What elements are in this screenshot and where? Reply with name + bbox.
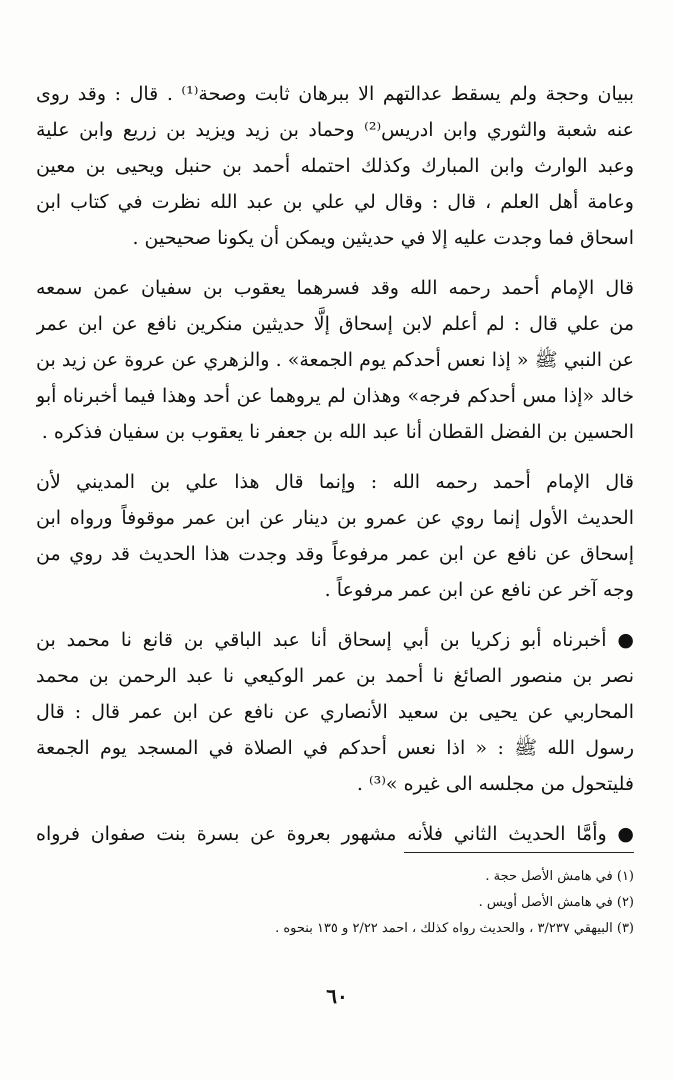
text-line: عن النبي ﷺ « إذا نعس أحدكم يوم الجمعة» . والزهري عن عروة عن زيد بن xyxy=(36,349,634,371)
text-line: عنه شعبة والثوري وابن ادريس⁽²⁾ وحماد بن زيد ويزيد بن زريع وابن علية xyxy=(36,119,634,141)
text-line: نصر بن منصور الصائغ نا أحمد بن عمر الوكيعي نا عبد الرحمن بن محمد xyxy=(36,665,634,687)
footnote-3: (٣) البيهقي ٣/٢٣٧ ، والحديث رواه كذلك ، احمد ٢/٢٢ و ١٣٥ بنحوه . xyxy=(275,921,634,936)
text-line: قال الإمام أحمد رحمه الله : وإنما قال هذا علي بن المديني لأن xyxy=(36,471,634,493)
footnotes xyxy=(180,864,634,942)
text-line: وعامة أهل العلم ، قال : وقال لي علي بن عبد الله نظرت في كتاب ابن xyxy=(36,191,634,213)
text-line: اسحاق فما وجدت عليه إلا في حديثين ويمكن أن يكونا صحيحين . xyxy=(132,227,634,249)
paragraph-4 xyxy=(36,622,634,802)
text-line: ● وأمَّا الحديث الثاني فلأنه مشهور بعروة عن بسرة بنت صفوان فرواه xyxy=(36,823,634,845)
paragraph-3 xyxy=(36,464,634,608)
text-line: خالد «إذا مس أحدكم فرجه» وهذان لم يروهما عن أحد وهذا فيما أخبرناه أبو xyxy=(36,385,634,407)
text-line: ● أخبرناه أبو زكريا بن أبي إسحاق أنا عبد الباقي بن قانع نا محمد بن xyxy=(36,629,634,651)
paragraph-2 xyxy=(36,270,634,450)
main-text xyxy=(36,76,634,866)
text-line: وعبد الوارث وابن المبارك وكذلك احتمله أحمد بن حنبل ويحيى بن معين xyxy=(36,155,634,177)
text-line: رسول الله ﷺ : « اذا نعس أحدكم في الصلاة في المسجد يوم الجمعة xyxy=(36,737,634,759)
text-line: قال الإمام أحمد رحمه الله وقد فسرهما يعقوب بن سفيان عمن سمعه xyxy=(36,277,634,299)
text-line: الحديث الأول إنما روي عن عمرو بن دينار عن ابن عمر موقوفاً ورواه ابن xyxy=(36,507,634,529)
text-line: الحسين بن الفضل القطان أنا عبد الله بن جعفر نا يعقوب بن سفيان فذكره . xyxy=(41,421,634,443)
footnote-separator xyxy=(404,852,634,853)
footnote-1: (١) في هامش الأصل حجة . xyxy=(485,869,634,884)
text-line: المحاربي عن يحيى بن سعيد الأنصاري عن نافع عن ابن عمر قال : قال xyxy=(36,701,634,723)
page-number: ٦٠ xyxy=(326,984,348,1008)
paragraph-5 xyxy=(36,816,634,852)
text-line: ببيان وحجة ولم يسقط عدالتهم الا ببرهان ثابت وصحة⁽¹⁾ . قال : وقد روى xyxy=(36,83,634,105)
text-line: فليتحول من مجلسه الى غيره »⁽³⁾ . xyxy=(356,773,634,795)
paragraph-1 xyxy=(36,76,634,256)
text-line: إسحاق عن نافع عن ابن عمر مرفوعاً وقد وجدت هذا الحديث قد روي من xyxy=(36,543,634,565)
text-line: من علي قال : لم أعلم لابن إسحاق إلَّا حديثين منكرين نافع عن ابن عمر xyxy=(36,313,634,335)
text-line: وجه آخر عن نافع عن ابن عمر مرفوعاً . xyxy=(324,579,634,601)
footnote-2: (٢) في هامش الأصل أويس . xyxy=(478,895,634,910)
